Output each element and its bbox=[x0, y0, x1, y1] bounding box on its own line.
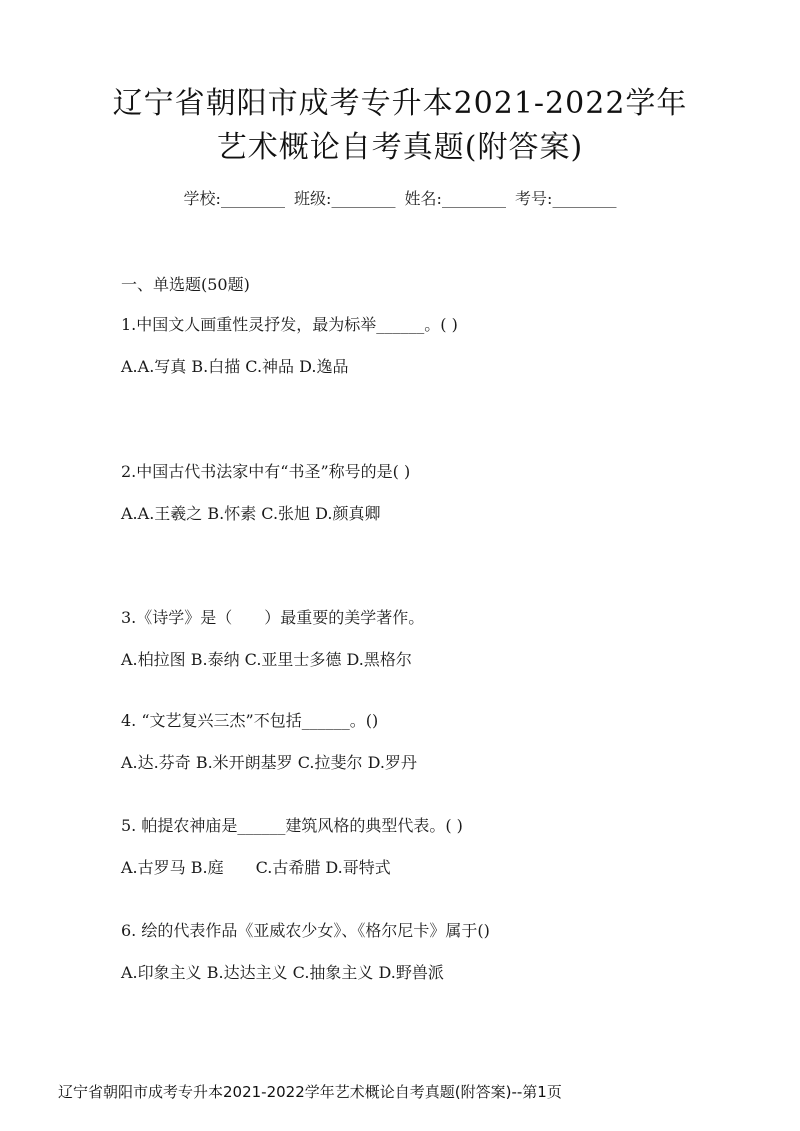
question-stem: 2.中国古代书法家中有“书圣”称号的是( ) bbox=[121, 462, 411, 481]
student-info-row bbox=[0, 186, 800, 209]
question-stem: 4. “文艺复兴三杰”不包括______。() bbox=[121, 711, 379, 730]
question-stem: 1.中国文人画重性灵抒发，最为标举______。( ) bbox=[121, 315, 458, 334]
question-5 bbox=[121, 815, 463, 879]
school-field: 学校:________ bbox=[183, 189, 285, 208]
question-6 bbox=[121, 920, 490, 984]
question-options: A.A.写真 B.白描 C.神品 D.逸品 bbox=[121, 357, 349, 376]
question-1 bbox=[121, 314, 458, 378]
question-options: A.印象主义 B.达达主义 C.抽象主义 D.野兽派 bbox=[121, 963, 444, 982]
class-field: 班级:________ bbox=[294, 189, 396, 208]
question-options: A.柏拉图 B.泰纳 C.亚里士多德 D.黑格尔 bbox=[121, 650, 412, 669]
question-3 bbox=[121, 607, 424, 671]
exam-number-field: 考号:________ bbox=[515, 189, 617, 208]
page-footer: 辽宁省朝阳市成考专升本2021-2022学年艺术概论自考真题(附答案)--第1页 bbox=[58, 1083, 562, 1101]
document-title bbox=[0, 82, 800, 170]
name-field: 姓名:________ bbox=[404, 189, 506, 208]
question-stem: 6. 绘的代表作品《亚威农少女》、《格尔尼卡》属于() bbox=[121, 921, 490, 940]
question-stem: 3.《诗学》是（ ）最重要的美学著作。 bbox=[121, 608, 425, 627]
question-2 bbox=[121, 461, 410, 525]
section-title: 一、单选题(50题) bbox=[121, 275, 250, 294]
question-options: A.达.芬奇 B.米开朗基罗 C.拉斐尔 D.罗丹 bbox=[121, 753, 417, 772]
title-line-1: 辽宁省朝阳市成考专升本2021-2022学年 bbox=[112, 86, 688, 121]
title-line-2: 艺术概论自考真题(附答案) bbox=[216, 130, 584, 165]
question-options: A.A.王羲之 B.怀素 C.张旭 D.颜真卿 bbox=[121, 504, 381, 523]
question-stem: 5. 帕提农神庙是______建筑风格的典型代表。( ) bbox=[121, 816, 463, 835]
question-options: A.古罗马 B.庭 C.古希腊 D.哥特式 bbox=[121, 858, 391, 877]
question-4 bbox=[121, 710, 417, 774]
